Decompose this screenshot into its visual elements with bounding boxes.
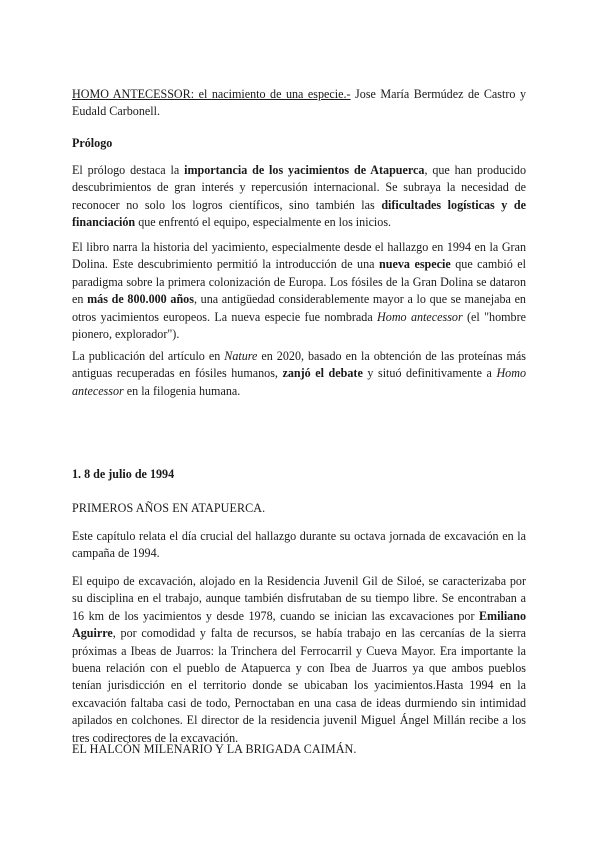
italic-run: Homo antecessor [72, 366, 526, 398]
prologo-paragraph-2 [72, 239, 526, 343]
text-run: , que han producido descubrimientos de gran interés y repercusión internacional. Se subraya la necesidad de reconocer no solo los logros científicos, sino también las [72, 163, 526, 212]
document-title [72, 86, 526, 121]
title-authors: Jose María Bermúdez de Castro y Eudald Carbonell. [72, 87, 526, 119]
text-run: El prólogo destaca la [72, 163, 185, 177]
prologo-paragraph-3 [72, 348, 526, 400]
text-run: La publicación del artículo en [72, 349, 225, 363]
chapter-1-paragraph-2 [72, 573, 526, 747]
text-run: El libro narra la historia del yacimiento, especialmente desde el hallazgo en 1994 en la Gran Dolina. Este descubrimiento permitió la introducción de una [72, 240, 526, 272]
italic-run: Nature [224, 349, 258, 363]
prologo-paragraph-1 [72, 162, 526, 232]
prologo-heading: Prólogo [72, 136, 113, 150]
bold-run: importancia de los yacimientos de Atapuerca [184, 163, 425, 177]
bold-run: dificultades logísticas y de financiación [72, 197, 526, 230]
title-underlined: HOMO ANTECESSOR: el nacimiento de una especie.- [72, 87, 351, 101]
text-run: y situó definitivamente a [362, 366, 497, 381]
bold-run: más de 800.000 años [87, 292, 194, 307]
chapter-1-heading: 1. 8 de julio de 1994 [72, 467, 175, 481]
chapter-1-subheading-primeros: PRIMEROS AÑOS EN ATAPUERCA. [72, 501, 266, 515]
text-run: , por comodidad y falta de recursos, se había trabajo en las cercanías de la sierra próximas a Ibeas de Juarros: la Trinchera del Ferrocarril y Cueva Mayor. Era importante la buena relación con el pueblo de Atapuerca y con Ibea de Juarros ya que ambos pueblos tenían jurisdicción en el territorio donde se ubicaban los yacimientos.Hasta 1994 en la excavación faltaba casi de todo, Pernoctaban en una casa de ideas durmiendo sin intimidad apilados en colchones. El director de la residencia juvenil Miguel Ángel Millán recibe a los tres codirectores de la excavación. [72, 626, 526, 745]
text-run: que cambió el paradigma sobre la primera colonización de Europa. Los fósiles de la Gran Dolina se dataron en [72, 257, 527, 307]
text-run: en la filogenia humana. [123, 383, 241, 398]
bold-run: zanjó el debate [282, 366, 363, 381]
chapter-1-paragraph-1: Este capítulo relata el día crucial del hallazgo durante su octava jornada de excavación en la campaña de 1994. [72, 529, 526, 561]
text-run: El equipo de excavación, alojado en la Residencia Juvenil Gil de Siloé, se caracterizaba por su disciplina en el trabajo, aunque también disfrutaban de su tiempo libre. Se encontraban a 16 km de los yacimientos y desde 1978, cuando se inician las excavaciones por [72, 574, 526, 623]
italic-run: Homo antecessor [377, 309, 463, 324]
text-run: (el "hombre pionero, explorador"). [72, 309, 526, 342]
text-run: en 2020, basado en la obtención de las proteínas más antiguas recuperadas en fósiles humanos, [72, 349, 526, 381]
chapter-1-subheading-halcon: EL HALCÓN MILENARIO Y LA BRIGADA CAIMÁN. [72, 742, 357, 756]
bold-run: Emiliano Aguirre [72, 608, 526, 641]
text-run: , una antigüedad considerablemente mayor a lo que se manejaba en otros yacimientos europeos. La nueva especie fue nombrada [72, 292, 526, 324]
bold-run: nueva especie [379, 257, 451, 272]
text-run: que enfrentó el equipo, especialmente en los inicios. [135, 215, 392, 230]
